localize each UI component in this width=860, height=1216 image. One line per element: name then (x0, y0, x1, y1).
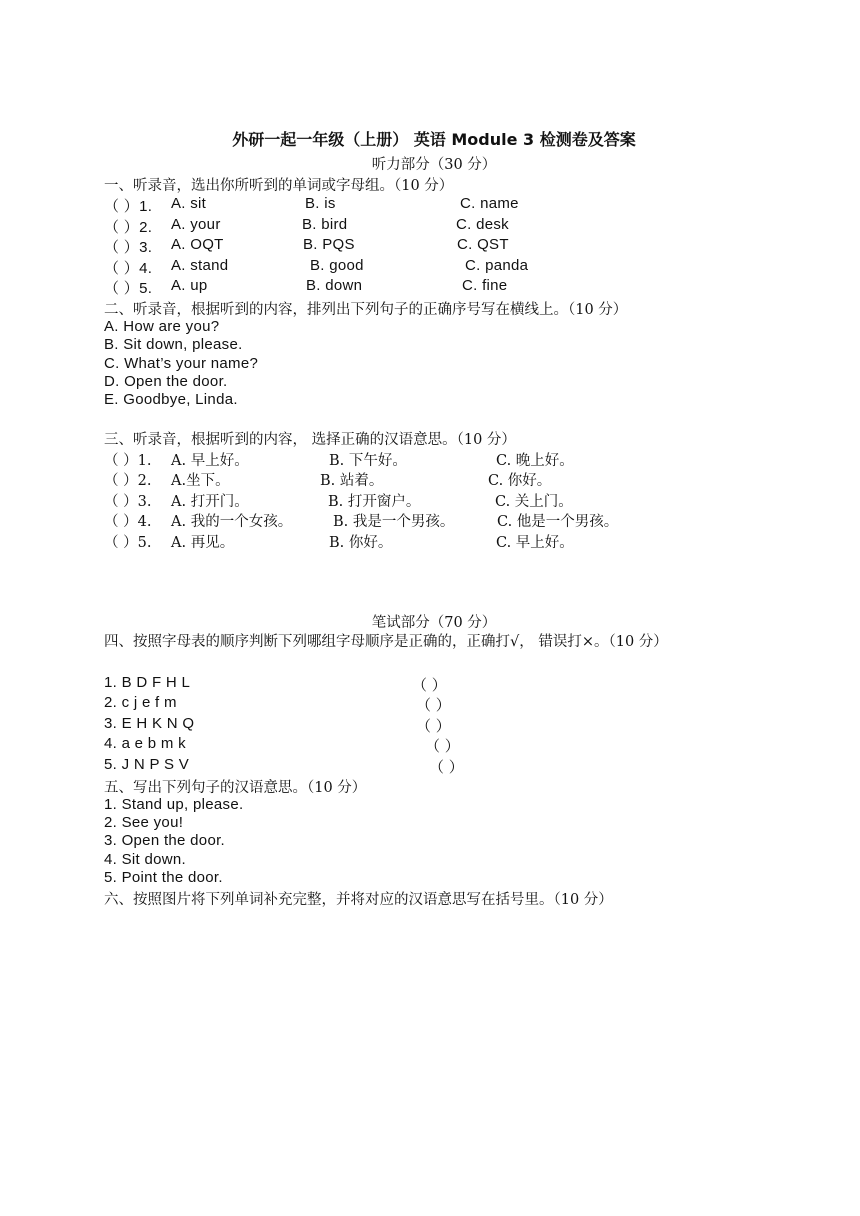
option-a: A. up (171, 277, 208, 294)
answer-bracket: （ ）2. (104, 473, 152, 489)
letter-sequence-row (104, 694, 764, 714)
option-a: A. 早上好。 (171, 453, 249, 469)
question-row (104, 490, 764, 510)
section-1-heading: 一、听录音，选出你所听到的单词或字母组。（10 分） (104, 178, 454, 194)
question-row (104, 449, 764, 469)
document-title: 外研一起一年级（上册） 英语 Module 3 检测卷及答案 (232, 130, 636, 149)
answer-bracket: （ ） (416, 718, 452, 735)
section-2-heading: 二、听录音，根据听到的内容，排列出下列句子的正确序号写在横线上。（10 分） (104, 302, 628, 318)
option-a: A. your (171, 216, 221, 233)
option-b: B. good (310, 257, 364, 274)
answer-bracket: （ ） (412, 677, 448, 694)
answer-bracket: （ ） (429, 759, 465, 776)
answer-bracket: （ ）4. (104, 260, 153, 277)
option-b: B. down (306, 277, 363, 294)
sentence-item: 2. See you! (104, 814, 184, 831)
option-a: A. stand (171, 257, 229, 274)
option-b: B. 我是一个男孩。 (333, 514, 455, 530)
letter-sequence-row (104, 756, 764, 776)
letter-sequence: 3. E H K N Q (104, 715, 195, 732)
question-row (104, 531, 764, 551)
sentence-item: C. What’s your name? (104, 355, 259, 372)
answer-bracket: （ ）3. (104, 494, 152, 510)
letter-sequence: 5. J N P S V (104, 756, 190, 773)
answer-bracket: （ ）2. (104, 219, 153, 236)
option-c: C. QST (457, 236, 509, 253)
question-row (104, 236, 764, 256)
option-c: C. desk (456, 216, 509, 233)
answer-bracket: （ ）4. (104, 514, 152, 530)
letter-sequence-row (104, 735, 764, 755)
sentence-item: 5. Point the door. (104, 869, 223, 886)
sentence-item: 3. Open the door. (104, 832, 226, 849)
answer-bracket: （ ） (425, 738, 461, 755)
listening-section-header: 听力部分（30 分） (371, 157, 497, 173)
option-b: B. 你好。 (329, 535, 393, 551)
option-b: B. bird (302, 216, 348, 233)
letter-sequence: 4. a e b m k (104, 735, 186, 752)
option-a: A. 我的一个女孩。 (171, 514, 293, 530)
letter-sequence: 2. c j e f m (104, 694, 177, 711)
answer-bracket: （ ）1. (104, 198, 153, 215)
option-c: C. fine (462, 277, 508, 294)
section-6-heading: 六、按照图片将下列单词补充完整，并将对应的汉语意思写在括号里。（10 分） (104, 892, 613, 908)
option-b: B. is (305, 195, 336, 212)
option-c: C. 晚上好。 (496, 453, 574, 469)
sentence-item: A. How are you? (104, 318, 220, 335)
sentence-item: E. Goodbye, Linda. (104, 391, 238, 408)
question-row (104, 195, 764, 215)
option-b: B. 打开窗户。 (328, 494, 421, 510)
question-row (104, 257, 764, 277)
answer-bracket: （ ）3. (104, 239, 153, 256)
sentence-item: 1. Stand up, please. (104, 796, 244, 813)
section-5-heading: 五、写出下列句子的汉语意思。（10 分） (104, 780, 367, 796)
option-a: A. 打开门。 (171, 494, 249, 510)
answer-bracket: （ ）5. (104, 535, 152, 551)
option-c: C. 早上好。 (496, 535, 574, 551)
option-c: C. panda (465, 257, 529, 274)
answer-bracket: （ ）1. (104, 453, 152, 469)
question-row (104, 216, 764, 236)
answer-bracket: （ ） (416, 697, 452, 714)
letter-sequence-row (104, 715, 764, 735)
written-section-header: 笔试部分（70 分） (371, 615, 497, 631)
question-row (104, 469, 764, 489)
letter-sequence-row (104, 674, 764, 694)
option-b: B. PQS (303, 236, 355, 253)
answer-bracket: （ ）5. (104, 280, 153, 297)
option-a: A. OQT (171, 236, 224, 253)
option-b: B. 下午好。 (329, 453, 407, 469)
sentence-item: B. Sit down, please. (104, 336, 243, 353)
option-c: C. name (460, 195, 519, 212)
sentence-item: D. Open the door. (104, 373, 228, 390)
option-b: B. 站着。 (320, 473, 384, 489)
option-a: A. sit (171, 195, 207, 212)
option-c: C. 关上门。 (495, 494, 573, 510)
question-row (104, 510, 764, 530)
letter-sequence: 1. B D F H L (104, 674, 191, 691)
sentence-item: 4. Sit down. (104, 851, 186, 868)
option-c: C. 他是一个男孩。 (497, 514, 619, 530)
option-c: C. 你好。 (488, 473, 552, 489)
section-4-heading: 四、按照字母表的顺序判断下列哪组字母顺序是正确的，正确打√， 错误打×。（10 分） (104, 634, 668, 650)
option-a: A.坐下。 (171, 473, 230, 489)
question-row (104, 277, 764, 297)
section-3-heading: 三、听录音，根据听到的内容， 选择正确的汉语意思。（10 分） (104, 432, 516, 448)
option-a: A. 再见。 (171, 535, 235, 551)
